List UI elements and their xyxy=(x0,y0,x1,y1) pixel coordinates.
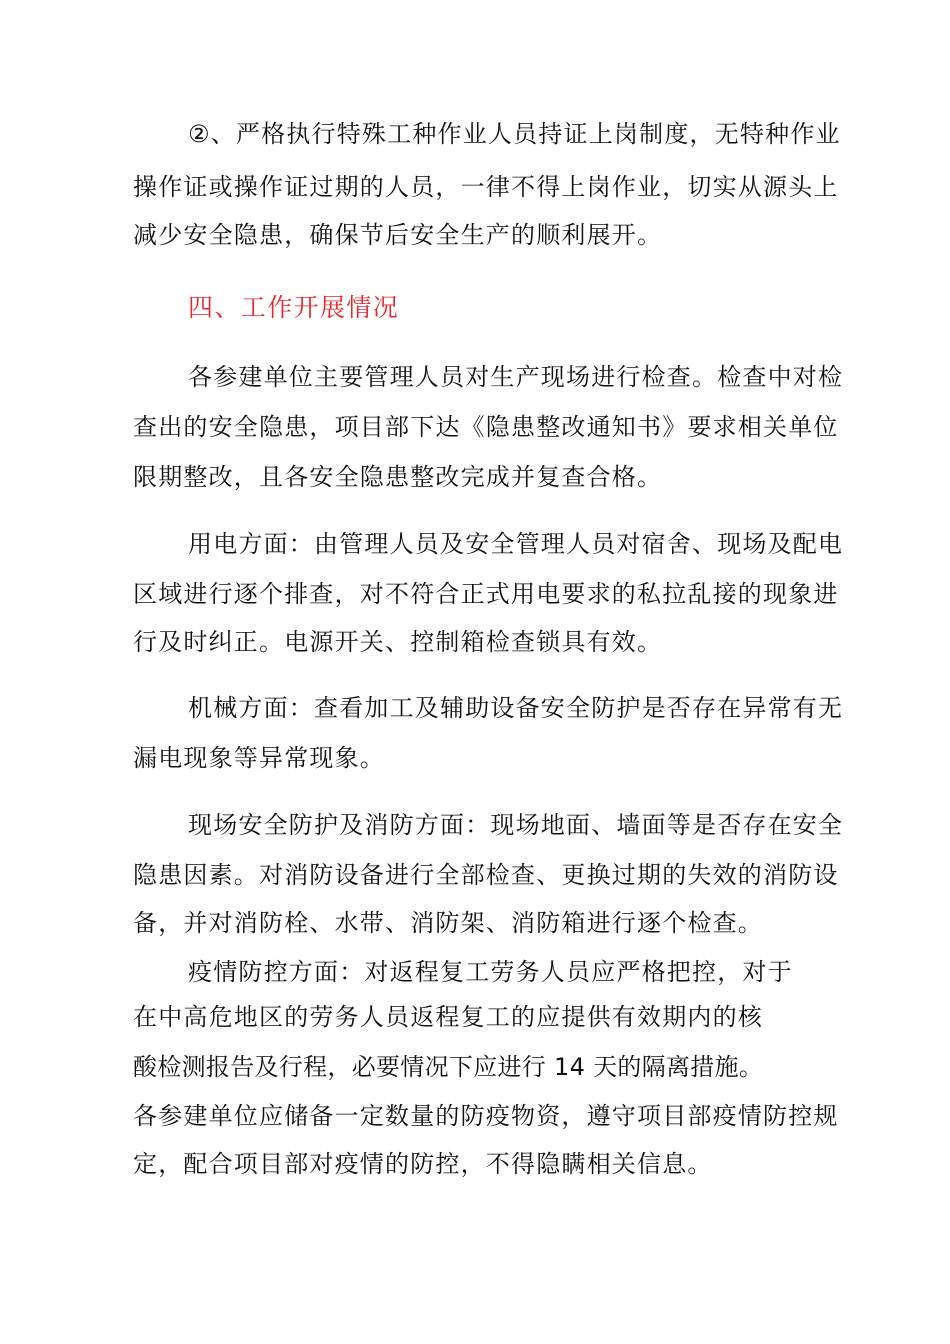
paragraph-2-line-1: 各参建单位主要管理人员对生产现场进行检查。检查中对检 xyxy=(188,363,844,391)
paragraph-4-line-1: 机械方面：查看加工及辅助设备安全防护是否存在异常有无 xyxy=(188,694,844,722)
paragraph-1-line-1: ②、严格执行特殊工种作业人员持证上岗制度，无特种作业 xyxy=(188,120,841,148)
paragraph-2-line-3: 限期整改，且各安全隐患整改完成并复查合格。 xyxy=(133,463,663,491)
paragraph-1-line-2: 操作证或操作证过期的人员，一律不得上岗作业，切实从源头上 xyxy=(133,173,839,201)
paragraph-6-line-3: 酸检测报告及行程，必要情况下应进行 14 天的隔离措施。 xyxy=(133,1053,764,1081)
paragraph-3-line-2: 区域进行逐个排查，对不符合正式用电要求的私拉乱接的现象进 xyxy=(133,580,839,608)
paragraph-3-line-1: 用电方面：由管理人员及安全管理人员对宿舍、现场及配电 xyxy=(188,530,844,558)
paragraph-3-line-3: 行及时纠正。电源开关、控制箱检查锁具有效。 xyxy=(133,628,663,656)
paragraph-5-line-1: 现场安全防护及消防方面：现场地面、墙面等是否存在安全 xyxy=(188,811,844,839)
paragraph-5-line-3: 备，并对消防栓、水带、消防架、消防箱进行逐个检查。 xyxy=(133,909,763,937)
paragraph-5-line-2: 隐患因素。对消防设备进行全部检查、更换过期的失效的消防设 xyxy=(133,861,839,889)
paragraph-1-line-3: 减少安全隐患，确保节后安全生产的顺利展开。 xyxy=(133,221,663,249)
paragraph-6-line-4: 各参建单位应储备一定数量的防疫物资，遵守项目部疫情防控规 xyxy=(133,1102,839,1130)
section-heading: 四、工作开展情况 xyxy=(188,293,400,322)
paragraph-2-line-2: 查出的安全隐患，项目部下达《隐患整改通知书》要求相关单位 xyxy=(133,413,839,441)
paragraph-6-line-5: 定，配合项目部对疫情的防控，不得隐瞒相关信息。 xyxy=(133,1150,713,1178)
paragraph-6-line-2: 在中高危地区的劳务人员返程复工的应提供有效期内的核 xyxy=(133,1003,763,1031)
paragraph-4-line-2: 漏电现象等异常现象。 xyxy=(133,744,385,772)
paragraph-6-line-1: 疫情防控方面：对返程复工劳务人员应严格把控，对于 xyxy=(188,958,793,986)
